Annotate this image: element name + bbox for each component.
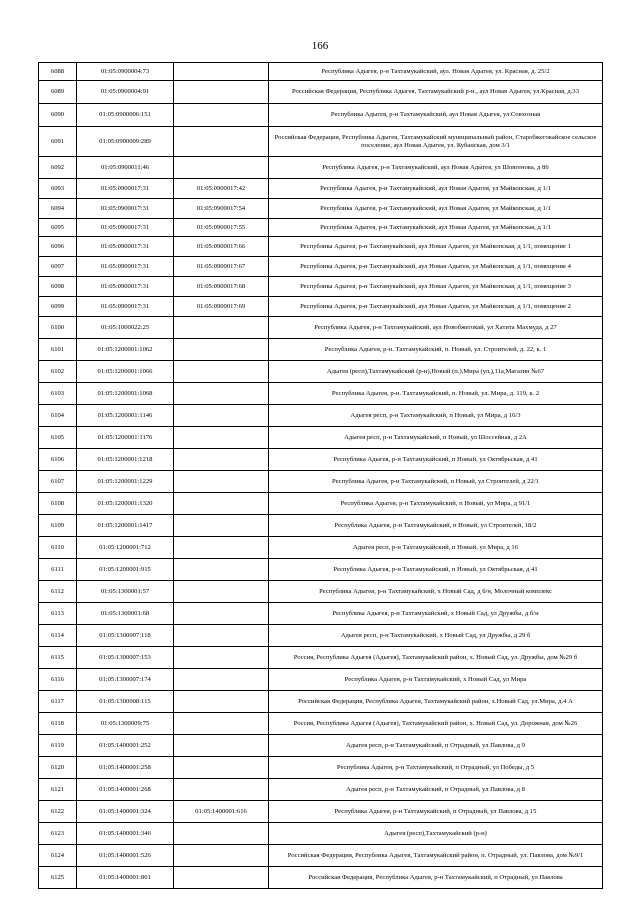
cadastral-number-cell: 01:05:1200001:1218 — [77, 449, 174, 471]
object-cadastral-number-cell — [174, 559, 269, 581]
row-number-cell: 6106 — [39, 449, 77, 471]
row-number-cell: 6120 — [39, 757, 77, 779]
address-cell: Адыгея (респ),Тахтамукайский (р-н),Новый (п.),Мира (ул.),11а,Магазин №67 — [269, 361, 603, 383]
table-row — [39, 757, 603, 779]
table-row — [39, 297, 603, 317]
row-number-cell: 6097 — [39, 257, 77, 277]
object-cadastral-number-cell — [174, 603, 269, 625]
object-cadastral-number-cell: 01:05:0900017:54 — [174, 199, 269, 219]
object-cadastral-number-cell — [174, 104, 269, 127]
cadastral-number-cell: 01:05:1300001:57 — [77, 581, 174, 603]
row-number-cell: 6091 — [39, 127, 77, 157]
object-cadastral-number-cell: 01:05:0900017:55 — [174, 219, 269, 237]
cadastral-number-cell: 01:05:1300008:115 — [77, 691, 174, 713]
table-row — [39, 157, 603, 179]
cadastral-number-cell: 01:05:1300007:118 — [77, 625, 174, 647]
object-cadastral-number-cell — [174, 339, 269, 361]
row-number-cell: 6101 — [39, 339, 77, 361]
row-number-cell: 6096 — [39, 237, 77, 257]
table-row — [39, 493, 603, 515]
cadastral-number-cell: 01:05:1400001:526 — [77, 845, 174, 867]
row-number-cell: 6109 — [39, 515, 77, 537]
address-cell: Российская Федерация, Республика Адыгея, Тахтамукайский муниципальный район, Старобжегокайское сельское поселение, аул Новая Адыгея, ул. Кубанская, дом 3/1 — [269, 127, 603, 157]
address-cell: Республика Адыгея, р-н Тахтамукайский, аул Новая Адыгея, ул Совхозная — [269, 104, 603, 127]
cadastral-number-cell: 01:05:1400001:324 — [77, 801, 174, 823]
table-row — [39, 471, 603, 493]
address-cell: Республика Адыгея, р-н Тахтамукайский, п Новый, ул Строителей, д 22/1 — [269, 471, 603, 493]
object-cadastral-number-cell — [174, 63, 269, 81]
table-row — [39, 339, 603, 361]
row-number-cell: 6099 — [39, 297, 77, 317]
address-cell: Республика Адыгея, р-н. Тахтамукайский, п. Новый, ул. Строителей, д. 22, к. 1 — [269, 339, 603, 361]
object-cadastral-number-cell — [174, 779, 269, 801]
table-row — [39, 277, 603, 297]
object-cadastral-number-cell — [174, 405, 269, 427]
table-row — [39, 801, 603, 823]
object-cadastral-number-cell — [174, 515, 269, 537]
address-cell: Россия, Республика Адыгея (Адыгея), Тахтамукайский район, х. Новый Сад, ул. Дружбы, дом №29 б — [269, 647, 603, 669]
table-row — [39, 713, 603, 735]
object-cadastral-number-cell — [174, 471, 269, 493]
address-cell: Республика Адыгея, р-н Тахтамукайский, аул Новая Адыгея, ул Майкопская, д 1/1, помещение 2 — [269, 297, 603, 317]
table-row — [39, 691, 603, 713]
object-cadastral-number-cell — [174, 669, 269, 691]
cadastral-number-cell: 01:05:0900004:73 — [77, 63, 174, 81]
row-number-cell: 6115 — [39, 647, 77, 669]
object-cadastral-number-cell — [174, 537, 269, 559]
address-cell: Республика Адыгея, р-н Тахтамукайский, аул Новобжегокай, ул Хатита Махмуда, д 27 — [269, 317, 603, 339]
address-cell: Республика Адыгея, р-н Тахтамукайский, п Новый, ул Строителей, 18/2 — [269, 515, 603, 537]
row-number-cell: 6090 — [39, 104, 77, 127]
row-number-cell: 6114 — [39, 625, 77, 647]
property-registry-table — [38, 62, 603, 889]
table-row — [39, 427, 603, 449]
table-row — [39, 199, 603, 219]
object-cadastral-number-cell: 01:05:0900017:67 — [174, 257, 269, 277]
address-cell: Республика Адыгея, р-н Тахтамукайский, аул Новая Адыгея, ул Майкопская, д 1/1, помещение 3 — [269, 277, 603, 297]
row-number-cell: 6111 — [39, 559, 77, 581]
table-row — [39, 81, 603, 104]
address-cell: Республика Адыгея, р-н Тахтамукайский, х Новый Сад, ул Дружбы, д б/н — [269, 603, 603, 625]
cadastral-number-cell: 01:05:1200001:1066 — [77, 361, 174, 383]
row-number-cell: 6116 — [39, 669, 77, 691]
object-cadastral-number-cell — [174, 127, 269, 157]
cadastral-number-cell: 01:05:1000022:25 — [77, 317, 174, 339]
address-cell: Республика Адыгея, р-н Тахтамукайский, аул. Новая Адыгея, ул. Красная, д. 25/2 — [269, 63, 603, 81]
row-number-cell: 6105 — [39, 427, 77, 449]
cadastral-number-cell: 01:05:1400001:801 — [77, 867, 174, 889]
row-number-cell: 6092 — [39, 157, 77, 179]
object-cadastral-number-cell — [174, 867, 269, 889]
row-number-cell: 6100 — [39, 317, 77, 339]
cadastral-number-cell: 01:05:1300009:75 — [77, 713, 174, 735]
row-number-cell: 6102 — [39, 361, 77, 383]
address-cell: Россия, Республика Адыгея (Адыгея), Тахтамукайский район, х. Новый Сад, ул. Дорожная, дом №26 — [269, 713, 603, 735]
address-cell: Республика Адыгея, р-н Тахтамукайский, х Новый Сад, д б/н, Молочный комплекс — [269, 581, 603, 603]
cadastral-number-cell: 01:05:1400001:252 — [77, 735, 174, 757]
address-cell: Адыгея респ, р-н Тахтамукайский, п Новый, ул Шоссейная, д 2А — [269, 427, 603, 449]
table-row — [39, 179, 603, 199]
cadastral-number-cell: 01:05:1300007:153 — [77, 647, 174, 669]
row-number-cell: 6088 — [39, 63, 77, 81]
cadastral-number-cell: 01:05:1200001:1229 — [77, 471, 174, 493]
page-number: 166 — [311, 40, 329, 52]
address-cell: Республика Адыгея, р-н Тахтамукайский, п Отрадный, ул Павлова, д 15 — [269, 801, 603, 823]
table-row — [39, 515, 603, 537]
cadastral-number-cell: 01:05:0900006:151 — [77, 104, 174, 127]
address-cell: Республика Адыгея, р-н Тахтамукайский, аул Новая Адыгея, ул Майкопская, д 1/1 — [269, 179, 603, 199]
cadastral-number-cell: 01:05:1200001:915 — [77, 559, 174, 581]
row-number-cell: 6112 — [39, 581, 77, 603]
cadastral-number-cell: 01:05:0900017:31 — [77, 199, 174, 219]
address-cell: Республика Адыгея, р-н Тахтамукайский, аул Новая Адыгея, ул Шовгенова, д 86 — [269, 157, 603, 179]
address-cell: Республика Адыгея, р-н. Тахтамукайский, п. Новый, ул. Мира, д. 119, к. 2 — [269, 383, 603, 405]
row-number-cell: 6107 — [39, 471, 77, 493]
row-number-cell: 6093 — [39, 179, 77, 199]
cadastral-number-cell: 01:05:0900004:91 — [77, 81, 174, 104]
cadastral-number-cell: 01:05:0900017:31 — [77, 277, 174, 297]
cadastral-number-cell: 01:05:0900017:31 — [77, 219, 174, 237]
address-cell: Адыгея респ, р-н Тахтамукайский, п Новый, ул Мира, д 16/3 — [269, 405, 603, 427]
row-number-cell: 6104 — [39, 405, 77, 427]
row-number-cell: 6123 — [39, 823, 77, 845]
cadastral-number-cell: 01:05:1200001:1176 — [77, 427, 174, 449]
row-number-cell: 6110 — [39, 537, 77, 559]
table-row — [39, 63, 603, 81]
row-number-cell: 6103 — [39, 383, 77, 405]
table-row — [39, 581, 603, 603]
table-row — [39, 867, 603, 889]
address-cell: Адыгея респ, р-н Тахтамукайский, х Новый Сад, ул Дружбы, д 29 б — [269, 625, 603, 647]
cadastral-number-cell: 01:05:1400001:346 — [77, 823, 174, 845]
table-row — [39, 361, 603, 383]
table-row — [39, 257, 603, 277]
object-cadastral-number-cell: 01:05:0900017:68 — [174, 277, 269, 297]
object-cadastral-number-cell: 01:05:1400001:616 — [174, 801, 269, 823]
row-number-cell: 6121 — [39, 779, 77, 801]
address-cell: Адыгея респ, р-н Тахтамукайский, п Новый, ул Мира, д 16 — [269, 537, 603, 559]
row-number-cell: 6117 — [39, 691, 77, 713]
cadastral-number-cell: 01:05:0900009:289 — [77, 127, 174, 157]
table-row — [39, 237, 603, 257]
cadastral-number-cell: 01:05:0900017:31 — [77, 179, 174, 199]
address-cell: Адыгея респ, р-н Тахтамукайский, п Отрадный, ул Павлова, д 8 — [269, 779, 603, 801]
object-cadastral-number-cell — [174, 493, 269, 515]
row-number-cell: 6118 — [39, 713, 77, 735]
object-cadastral-number-cell — [174, 735, 269, 757]
cadastral-number-cell: 01:05:1200001:1146 — [77, 405, 174, 427]
table-row — [39, 735, 603, 757]
cadastral-number-cell: 01:05:1200001:1320 — [77, 493, 174, 515]
object-cadastral-number-cell — [174, 157, 269, 179]
row-number-cell: 6125 — [39, 867, 77, 889]
row-number-cell: 6095 — [39, 219, 77, 237]
table-row — [39, 219, 603, 237]
address-cell: Республика Адыгея, р-н Тахтамукайский, п Новый, ул Мира, д 91/1 — [269, 493, 603, 515]
table-row — [39, 625, 603, 647]
object-cadastral-number-cell: 01:05:0900017:42 — [174, 179, 269, 199]
address-cell: Республика Адыгея, р-н Тахтамукайский, п Новый, ул Октябрьская, д 41 — [269, 449, 603, 471]
row-number-cell: 6089 — [39, 81, 77, 104]
address-cell: Республика Адыгея, р-н Тахтамукайский, п Новый, ул Октябрьская, д 41 — [269, 559, 603, 581]
cadastral-number-cell: 01:05:1200001:1417 — [77, 515, 174, 537]
table-row — [39, 559, 603, 581]
row-number-cell: 6124 — [39, 845, 77, 867]
address-cell: Республика Адыгея, р-н Тахтамукайский, аул Новая Адыгея, ул Майкопская, д 1/1, помещение 1 — [269, 237, 603, 257]
cadastral-number-cell: 01:05:1400001:268 — [77, 779, 174, 801]
object-cadastral-number-cell — [174, 581, 269, 603]
address-cell: Республика Адыгея, р-н Тахтамукайский, п Отрадный, ул Победы, д 5 — [269, 757, 603, 779]
address-cell: Республика Адыгея, р-н Тахтамукайский, аул Новая Адыгея, ул Майкопская, д 1/1 — [269, 219, 603, 237]
cadastral-number-cell: 01:05:0900017:31 — [77, 257, 174, 277]
object-cadastral-number-cell — [174, 361, 269, 383]
table-row — [39, 647, 603, 669]
cadastral-number-cell: 01:05:1200001:1068 — [77, 383, 174, 405]
object-cadastral-number-cell: 01:05:0900017:66 — [174, 237, 269, 257]
table-row — [39, 603, 603, 625]
table-row — [39, 127, 603, 157]
row-number-cell: 6119 — [39, 735, 77, 757]
object-cadastral-number-cell — [174, 647, 269, 669]
object-cadastral-number-cell — [174, 823, 269, 845]
object-cadastral-number-cell — [174, 691, 269, 713]
object-cadastral-number-cell — [174, 383, 269, 405]
address-cell: Российская Федерация, Республика Адыгея, Тахтамукайский р-н., аул Новая Адыгея, ул.Красная, д.33 — [269, 81, 603, 104]
address-cell: Республика Адыгея, р-н Тахтамукайский, аул Новая Адыгея, ул Майкопская, д 1/1 — [269, 199, 603, 219]
table-row — [39, 823, 603, 845]
row-number-cell: 6108 — [39, 493, 77, 515]
table-row — [39, 104, 603, 127]
table-row — [39, 845, 603, 867]
address-cell: Российская Федерация, Республика Адыгея, Тахтамукайский район, п. Отрадный, ул. Павлова, дом №9/1 — [269, 845, 603, 867]
cadastral-number-cell: 01:05:0900017:31 — [77, 297, 174, 317]
row-number-cell: 6094 — [39, 199, 77, 219]
object-cadastral-number-cell — [174, 81, 269, 104]
address-cell: Республика Адыгея, р-н Тахтамукайский, х Новый Сад, ул Мира — [269, 669, 603, 691]
object-cadastral-number-cell — [174, 449, 269, 471]
object-cadastral-number-cell — [174, 427, 269, 449]
cadastral-number-cell: 01:05:1200001:712 — [77, 537, 174, 559]
object-cadastral-number-cell — [174, 625, 269, 647]
table-row — [39, 779, 603, 801]
object-cadastral-number-cell — [174, 757, 269, 779]
row-number-cell: 6113 — [39, 603, 77, 625]
cadastral-number-cell: 01:05:1200001:1062 — [77, 339, 174, 361]
address-cell: Российская Федерация, Республика Адыгея, р-н Тахтамукайский, п Отрадный, ул Павлова — [269, 867, 603, 889]
cadastral-number-cell: 01:05:1400001:258 — [77, 757, 174, 779]
cadastral-number-cell: 01:05:0900017:31 — [77, 237, 174, 257]
address-cell: Республика Адыгея, р-н Тахтамукайский, аул Новая Адыгея, ул Майкопская, д 1/1, помещение 4 — [269, 257, 603, 277]
address-cell: Адыгея респ, р-н Тахтамукайский, п Отрадный, ул Павлова, д 9 — [269, 735, 603, 757]
address-cell: Российская Федерация, Республика Адыгея, Тахтамукайский район, х.Новый Сад, ул.Мира, д.4 А — [269, 691, 603, 713]
object-cadastral-number-cell — [174, 317, 269, 339]
table-body — [39, 63, 603, 889]
table-row — [39, 669, 603, 691]
table-row — [39, 317, 603, 339]
address-cell: Адыгея (респ),Тахтамукайский (р-н) — [269, 823, 603, 845]
cadastral-number-cell: 01:05:1300007:174 — [77, 669, 174, 691]
table-row — [39, 405, 603, 427]
row-number-cell: 6122 — [39, 801, 77, 823]
object-cadastral-number-cell — [174, 713, 269, 735]
table-row — [39, 449, 603, 471]
object-cadastral-number-cell: 01:05:0900017:69 — [174, 297, 269, 317]
table-row — [39, 383, 603, 405]
cadastral-number-cell: 01:05:0900011:46 — [77, 157, 174, 179]
row-number-cell: 6098 — [39, 277, 77, 297]
cadastral-number-cell: 01:05:1300001:68 — [77, 603, 174, 625]
table-row — [39, 537, 603, 559]
object-cadastral-number-cell — [174, 845, 269, 867]
